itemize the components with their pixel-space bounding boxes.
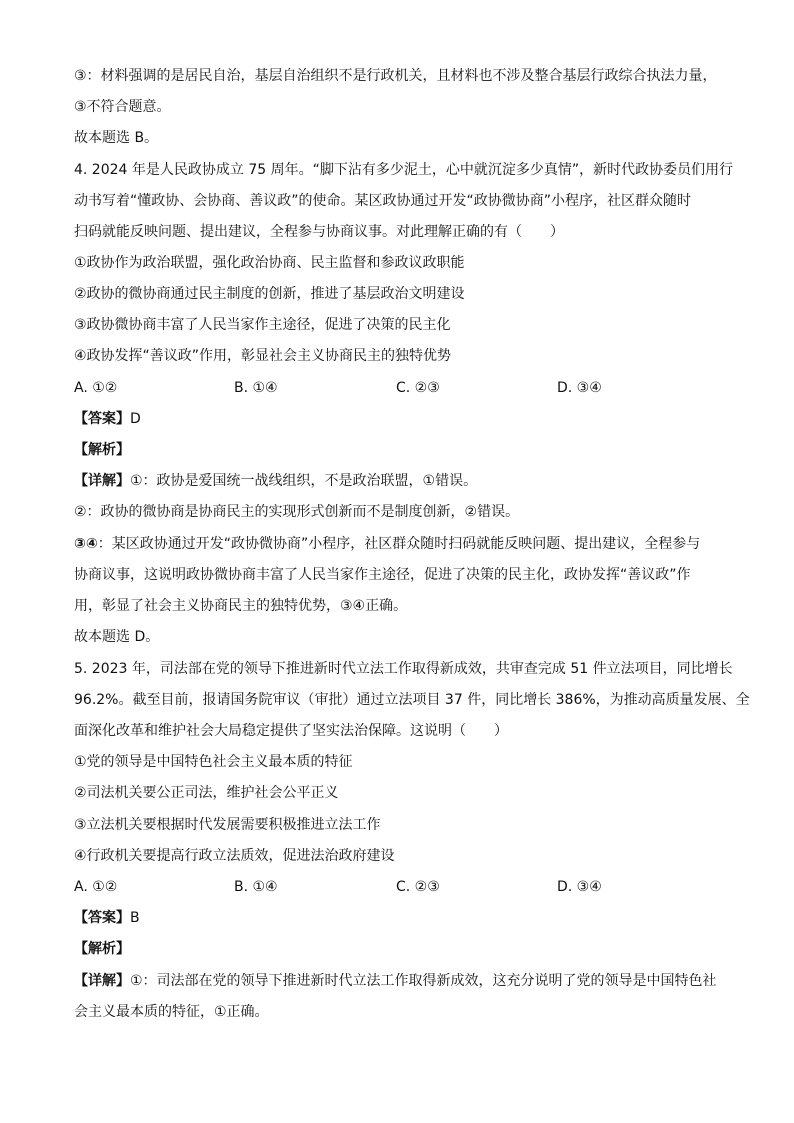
q4-detail-1-text: ①：政协是爱国统一战线组织，不是政治联盟，①错误。	[130, 473, 478, 489]
q4-item-4: ④政协发挥“善议政”作用，彰显社会主义协商民主的独特优势	[74, 348, 452, 364]
q4-stem-line-3: 扫码就能反映问题、提出建议，全程参与协商议事。对此理解正确的有（ ）	[74, 224, 564, 240]
q5-option-b: B. ①④	[234, 879, 278, 895]
q5-detail-1a-text: ①：司法部在党的领导下推进新时代立法工作取得新成效，这充分说明了党的领导是中国特色社	[130, 973, 717, 989]
q4-analysis-label: 【解析】	[74, 442, 130, 458]
q5-item-4: ④行政机关要提高行政立法质效，促进法治政府建设	[74, 848, 395, 864]
q5-option-d: D. ③④	[557, 879, 602, 895]
q4-detail-1	[74, 471, 477, 491]
q4-option-b: B. ①④	[234, 380, 278, 396]
q5-analysis-label: 【解析】	[74, 941, 130, 957]
prev-analysis-line-2: ③不符合题意。	[74, 99, 171, 115]
q5-item-1: ①党的领导是中国特色社会主义最本质的特征	[74, 754, 353, 770]
q4-detail-3a-head: ③④	[74, 536, 98, 552]
q4-detail-3a	[74, 534, 700, 554]
q4-stem-line-1: 4. 2024 年是人民政协成立 75 周年。“脚下沾有多少泥土，心中就沉淀多少真情”，新时代政协委员们用行	[74, 162, 734, 178]
q4-detail-2: ②：政协的微协商是协商民主的实现形式创新而不是制度创新，②错误。	[74, 504, 520, 520]
q5-stem-line-1: 5. 2023 年，司法部在党的领导下推进新时代立法工作取得新成效，共审查完成 51 件立法项目，同比增长	[74, 661, 733, 677]
q4-item-2: ②政协的微协商通过民主制度的创新，推进了基层政治文明建设	[74, 286, 465, 302]
q5-option-c: C. ②③	[396, 879, 440, 895]
q5-answer	[74, 908, 140, 928]
q4-option-a: A. ①②	[74, 380, 118, 396]
q5-detail-1a	[74, 971, 717, 991]
prev-analysis-line-1: ③：材料强调的是居民自治，基层自治组织不是行政机关，且材料也不涉及整合基层行政综合执法力量，	[74, 68, 717, 84]
q4-answer	[74, 409, 141, 429]
q4-detail-3b: 协商议事，这说明政协微协商丰富了人民当家作主途径，促进了决策的民主化，政协发挥“善议政”作	[74, 567, 691, 583]
q5-detail-1b: 会主义最本质的特征，①正确。	[74, 1004, 269, 1020]
q4-item-3: ③政协微协商丰富了人民当家作主途径，促进了决策的民主化	[74, 317, 451, 333]
q4-detail-label: 【详解】	[74, 473, 130, 489]
q4-conclusion: 故本题选 D。	[74, 629, 160, 645]
q5-stem-line-3: 面深化改革和维护社会大局稳定提供了坚实法治保障。这说明（ ）	[74, 723, 508, 739]
q5-detail-label: 【详解】	[74, 973, 130, 989]
q4-answer-label: 【答案】	[74, 411, 130, 427]
q5-item-2: ②司法机关要公正司法，维护社会公平正义	[74, 785, 339, 801]
q4-detail-3c: 用，彰显了社会主义协商民主的独特优势，③④正确。	[74, 598, 408, 614]
q4-answer-value: D	[130, 411, 141, 427]
q4-option-c: C. ②③	[396, 380, 440, 396]
q5-stem-line-2: 96.2%。截至目前，报请国务院审议（审批）通过立法项目 37 件，同比增长 386%，为推动高质量发展、全	[74, 692, 750, 708]
q4-option-d: D. ③④	[557, 380, 602, 396]
q5-item-3: ③立法机关要根据时代发展需要积极推进立法工作	[74, 817, 381, 833]
q4-detail-3a-text: ：某区政协通过开发“政协微协商”小程序，社区群众随时扫码就能反映问题、提出建议，全程参与	[97, 536, 701, 552]
q5-answer-value: B	[130, 910, 140, 926]
q4-item-1: ①政协作为政治联盟，强化政治协商、民主监督和参政议政职能	[74, 255, 465, 271]
q5-option-a: A. ①②	[74, 879, 118, 895]
prev-conclusion: 故本题选 B。	[74, 130, 159, 146]
q4-stem-line-2: 动书写着“懂政协、会协商、善议政”的使命。某区政协通过开发“政协微协商”小程序，社区群众随时	[74, 193, 692, 209]
q5-answer-label: 【答案】	[74, 910, 130, 926]
